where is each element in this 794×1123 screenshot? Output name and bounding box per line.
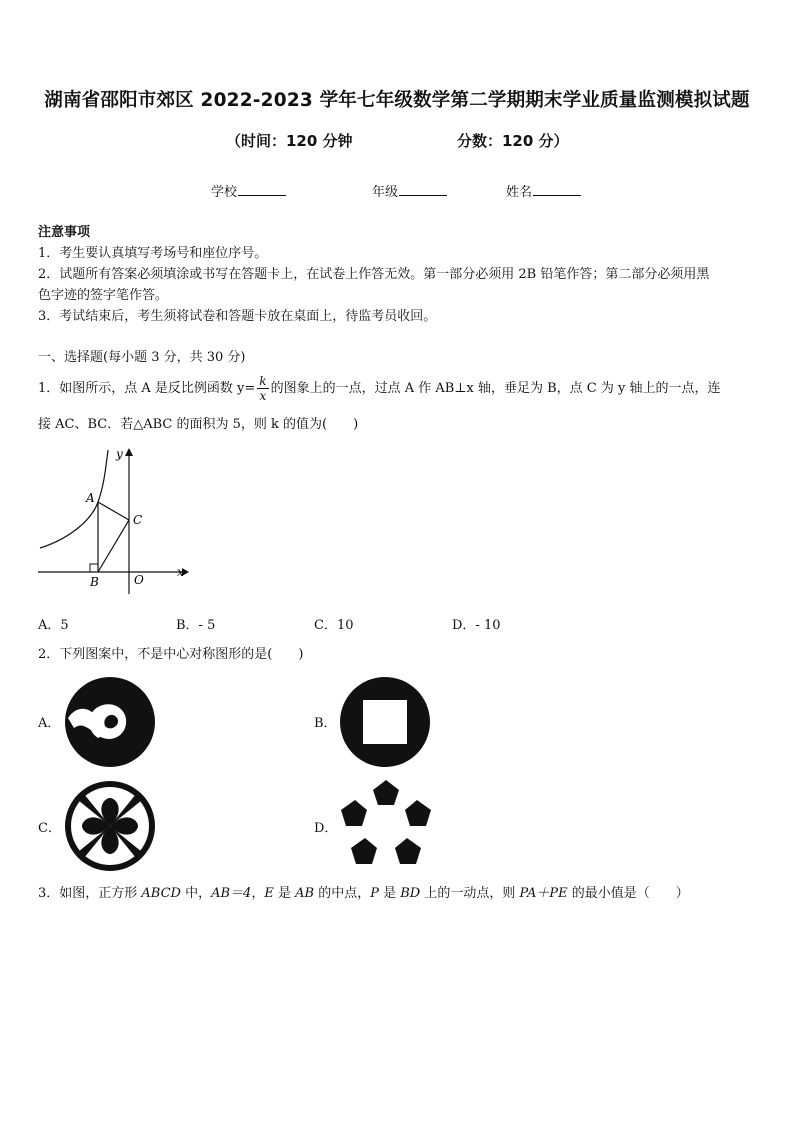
grade-field (372, 181, 447, 200)
notice-item: 2．试题所有答案必须填涂或书写在答题卡上，在试卷上作答无效。第一部分必须用 2B 铅笔作答；第二部分必须用黑 (38, 267, 710, 282)
label-y: y (116, 447, 123, 461)
q1-graph-figure (36, 444, 196, 596)
exam-score: 分数：120 分） (457, 132, 569, 150)
q2-figure-b-square-in-circle-icon (339, 676, 431, 768)
label-c: C (133, 513, 143, 527)
label-b: B (90, 575, 99, 589)
q3-math-p: P (370, 886, 379, 901)
question-1-line-2: 接 AC、BC．若△ABC 的面积为 5，则 k 的值为( ) (38, 417, 359, 432)
q3-text: 是 (378, 886, 401, 901)
question-1-line-1 (38, 374, 721, 403)
q3-text: 3．如图，正方形 (38, 886, 142, 901)
q1-option-d: D．- 10 (452, 618, 501, 633)
fraction-k-over-x (257, 374, 268, 403)
q1-option-c: C．10 (314, 618, 354, 633)
name-field (506, 181, 581, 200)
q2-figure-d-five-pentagons-icon (339, 778, 433, 870)
school-label: 学校 (211, 185, 238, 200)
question-3 (38, 883, 689, 904)
q1-text-end: 的图象上的一点，过点 A 作 AB⊥x 轴，垂足为 B，点 C 为 y 轴上的一点，连 (270, 381, 721, 396)
q3-math-e: E (264, 886, 274, 901)
q2-option-d-label: D． (314, 821, 338, 836)
name-label: 姓名 (506, 185, 533, 200)
q3-math-ab-equals-4: AB＝4 (211, 886, 252, 901)
q2-option-a-label: A． (38, 716, 61, 731)
q3-math-pa-plus-pe: PA＋PE (519, 886, 568, 901)
label-x: x (177, 565, 184, 579)
exam-time: （时间：120 分钟 (226, 132, 353, 150)
q1-option-a: A．5 (38, 618, 69, 633)
question-2: 2．下列图案中，不是中心对称图形的是( ) (38, 647, 304, 662)
notice-item: 色字迹的签字笔作答。 (38, 288, 169, 303)
q2-figure-a-taiji-waves-icon (64, 676, 156, 768)
q3-text: 中， (180, 886, 212, 901)
school-blank (238, 183, 286, 196)
q3-math-ab: AB (295, 886, 315, 901)
label-a: A (86, 491, 95, 505)
fraction-denominator: x (259, 389, 267, 403)
q3-text: 的中点， (314, 886, 371, 901)
q3-text: 上的一动点，则 (420, 886, 520, 901)
q2-option-b-label: B． (314, 716, 337, 731)
y-axis-arrow (125, 448, 133, 456)
notice-item: 1．考生要认真填写考场号和座位序号。 (38, 246, 268, 261)
q3-math-bd: BD (400, 886, 421, 901)
notice-heading: 注意事项 (38, 225, 91, 240)
q1-text-start: 1．如图所示，点 A 是反比例函数 y= (38, 381, 256, 396)
fraction-numerator: k (259, 374, 267, 388)
segment-bc (98, 520, 129, 572)
label-o: O (134, 573, 144, 587)
q3-text: 的最小值是（ ） (567, 886, 689, 901)
right-angle-mark (90, 564, 98, 572)
page-title: 湖南省邵阳市郊区 2022-2023 学年七年级数学第二学期期末学业质量监测模拟试题 (44, 90, 750, 111)
grade-blank (399, 183, 447, 196)
q1-option-b: B．- 5 (176, 618, 216, 633)
school-field (211, 181, 286, 200)
name-blank (533, 183, 581, 196)
q2-option-c-label: C． (38, 821, 61, 836)
q3-text: 是 (273, 886, 296, 901)
segment-ac (98, 502, 129, 520)
grade-label: 年级 (372, 185, 399, 200)
q3-math-abcd: ABCD (141, 886, 181, 901)
q2-figure-c-four-petals-icon (64, 780, 156, 872)
notice-item: 3．考试结束后，考生须将试卷和答题卡放在桌面上，待监考员收回。 (38, 309, 437, 324)
q3-text: ， (251, 886, 265, 901)
section-heading: 一、选择题(每小题 3 分，共 30 分) (38, 350, 246, 365)
